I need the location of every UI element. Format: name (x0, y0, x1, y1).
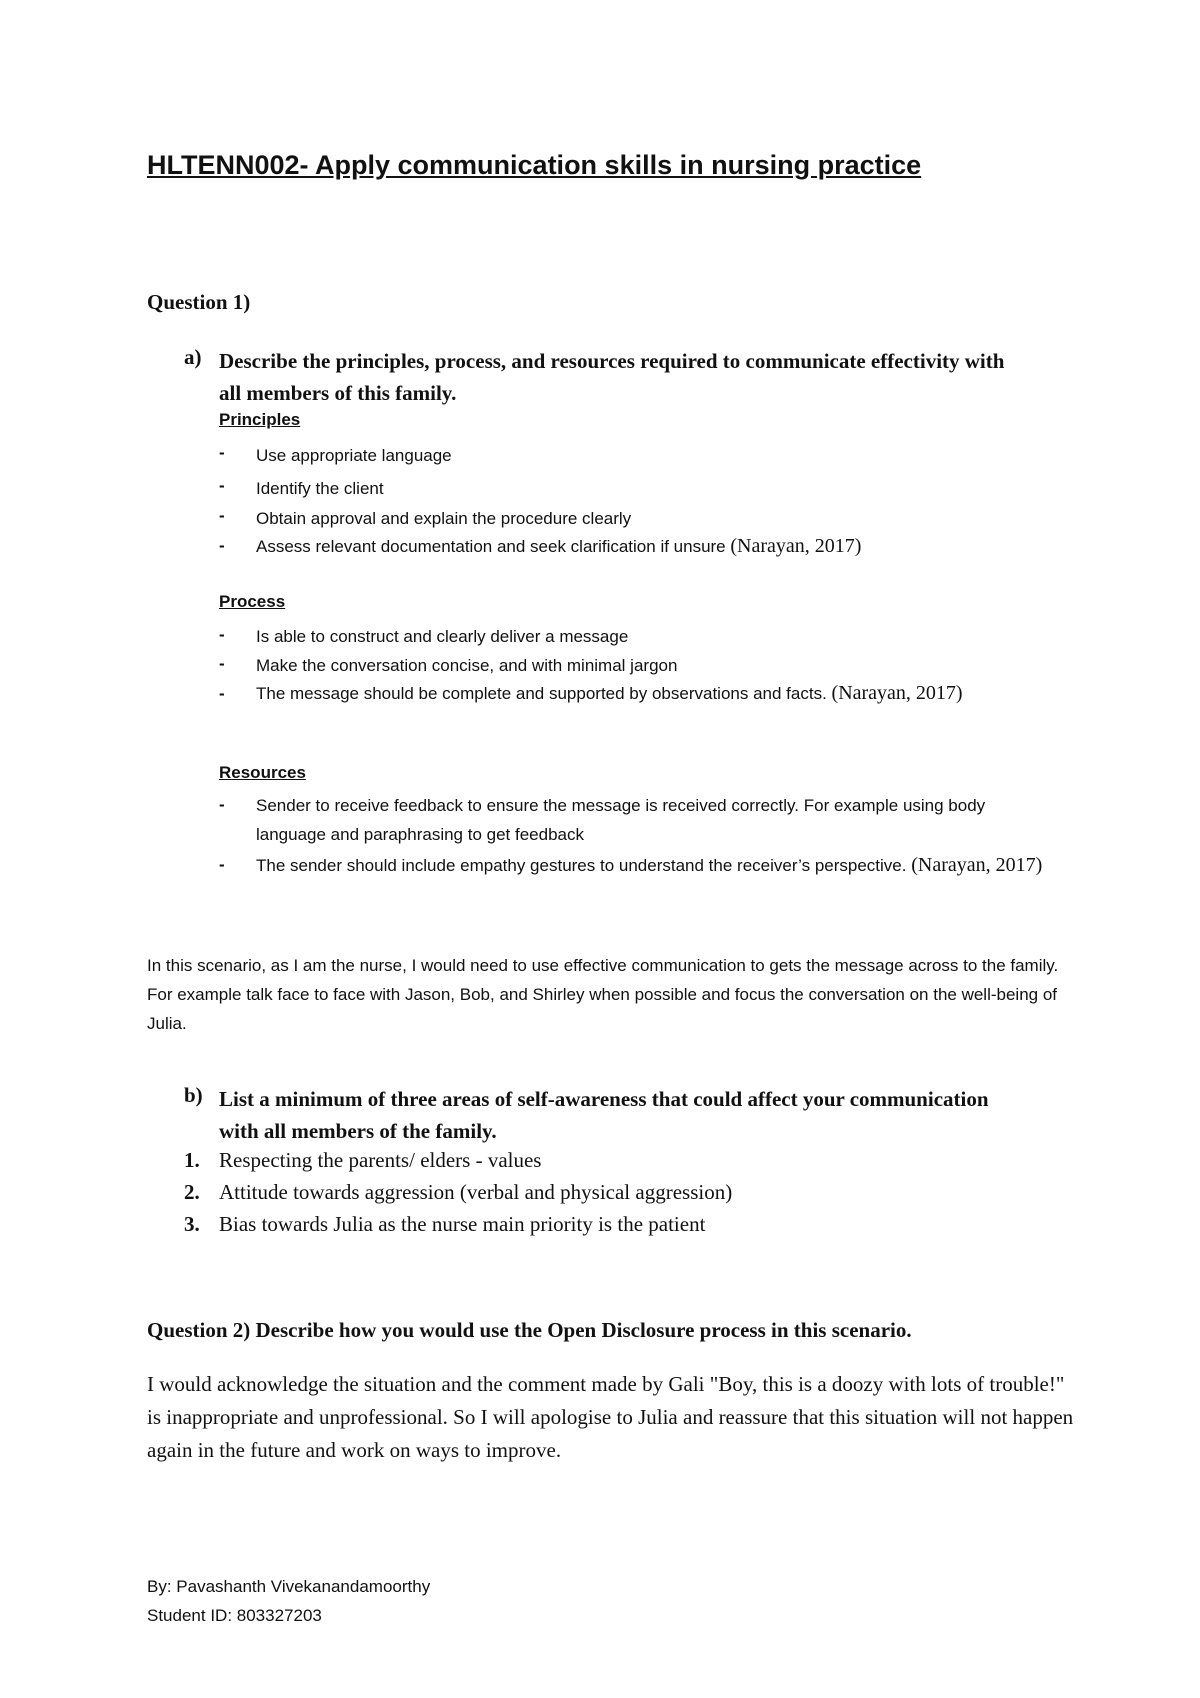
part-a-question: Describe the principles, process, and resources required to communicate effectivity with all members of this family. (219, 349, 1005, 405)
self-awareness-item: Attitude towards aggression (verbal and physical aggression) (219, 1180, 733, 1204)
bullet-marker: - (219, 625, 225, 644)
part-b-question: List a minimum of three areas of self-awareness that could affect your communication with all members of the family. (219, 1087, 989, 1143)
citation: (Narayan, 2017) (911, 854, 1043, 876)
process-item (256, 677, 1056, 710)
bullet-marker: - (219, 476, 225, 495)
principle-item: Obtain approval and explain the procedure clearly (256, 509, 632, 528)
bullet-marker: - (219, 855, 225, 874)
process-item-text: The message should be complete and supported by observations and facts. (256, 684, 827, 703)
question-2-heading: Question 2) Describe how you would use the Open Disclosure process in this scenario. (147, 1318, 912, 1342)
self-awareness-item: Bias towards Julia as the nurse main priority is the patient (219, 1212, 706, 1236)
resources-heading: Resources (219, 763, 306, 782)
process-item: Make the conversation concise, and with minimal jargon (256, 656, 678, 675)
bullet-marker: - (219, 506, 225, 525)
bullet-marker: - (219, 443, 225, 462)
principle-item (256, 532, 1056, 561)
student-id: Student ID: 803327203 (147, 1606, 322, 1625)
question-1-heading: Question 1) (147, 290, 251, 314)
principles-heading: Principles (219, 410, 301, 429)
document-title: HLTENN002- Apply communication skills in nursing practice (147, 150, 922, 180)
principle-item-text: Assess relevant documentation and seek clarification if unsure (256, 537, 726, 556)
author-name: By: Pavashanth Vivekanandamoorthy (147, 1577, 431, 1596)
principle-item: Use appropriate language (256, 446, 452, 465)
principle-item: Identify the client (256, 479, 384, 498)
citation: (Narayan, 2017) (831, 682, 963, 704)
resource-item-text: The sender should include empathy gestures to understand the receiver’s perspective. (256, 856, 907, 875)
resource-item: Sender to receive feedback to ensure the message is received correctly. For example using body language and paraphrasing to get feedback (256, 796, 986, 844)
process-item: Is able to construct and clearly deliver a message (256, 627, 629, 646)
bullet-marker: - (219, 795, 225, 814)
question-2-answer: I would acknowledge the situation and the comment made by Gali "Boy, this is a doozy with lots of trouble!" is inappropriate and unprofessional. So I will apologise to Julia and reassure that this situation will not happen again in the future and work on ways to improve. (147, 1372, 1074, 1462)
resource-item (256, 849, 1046, 882)
bullet-marker: - (219, 536, 225, 555)
citation: (Narayan, 2017) (730, 535, 862, 557)
scenario-paragraph: In this scenario, as I am the nurse, I would need to use effective communication to gets the message across to the family. For example talk face to face with Jason, Bob, and Shirley when possible and focus the conversation on the well-being of Julia. (147, 956, 1059, 1033)
part-b-marker: b) (184, 1083, 203, 1107)
list-number: 1. (184, 1148, 200, 1172)
part-a-marker: a) (184, 345, 202, 369)
bullet-marker: - (219, 684, 225, 703)
list-number: 2. (184, 1180, 200, 1204)
self-awareness-item: Respecting the parents/ elders - values (219, 1148, 542, 1172)
bullet-marker: - (219, 654, 225, 673)
process-heading: Process (219, 592, 286, 611)
list-number: 3. (184, 1212, 200, 1236)
